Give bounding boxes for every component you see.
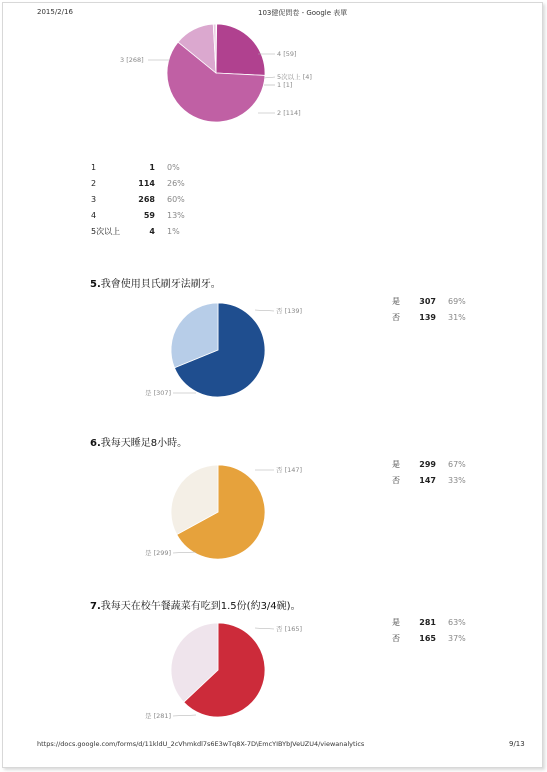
q7-number: 7. <box>90 601 101 612</box>
answer-percent: 0% <box>167 162 180 172</box>
q7-text: 我每天在校午餐蔬菜有吃到1.5份(約3/4碗)。 <box>100 601 301 612</box>
answer-count: 59 <box>143 210 155 220</box>
answer-percent: 13% <box>167 210 185 220</box>
print-title: 103健促問卷 - Google 表單 <box>258 9 348 17</box>
answer-count: 1 <box>149 162 155 172</box>
pie-slice-label: 否 [147] <box>276 466 303 474</box>
answer-count: 268 <box>138 194 155 204</box>
pie-leader-line <box>255 628 274 629</box>
answer-percent: 1% <box>167 226 180 236</box>
q6-text: 我每天睡足8小時。 <box>100 438 188 449</box>
pie-slice-label: 是 [281] <box>145 712 172 720</box>
answer-percent: 26% <box>167 178 185 188</box>
answer-count: 307 <box>419 296 436 306</box>
pie-slice-label: 否 [139] <box>276 307 303 315</box>
answer-count: 281 <box>419 617 436 627</box>
answer-count: 165 <box>419 633 436 643</box>
answer-label: 是 <box>392 459 400 469</box>
table-row <box>392 630 466 646</box>
answer-percent: 69% <box>448 296 466 306</box>
pie-slice-label: 否 [165] <box>276 625 303 633</box>
pie-slice-label: 1 [1] <box>277 81 293 89</box>
answer-label: 1 <box>91 162 97 172</box>
pie-slice-label: 4 [59] <box>277 50 297 58</box>
q6-number: 6. <box>90 438 101 449</box>
answer-count: 4 <box>149 226 155 236</box>
answer-label: 是 <box>392 617 400 627</box>
answer-percent: 33% <box>448 475 466 485</box>
pie-slice-label: 2 [114] <box>277 109 301 117</box>
answer-label: 4 <box>91 210 97 220</box>
pie-leader-line <box>173 715 196 716</box>
print-date: 2015/2/16 <box>37 8 73 16</box>
answer-label: 5次以上 <box>91 226 121 236</box>
answer-count: 139 <box>419 312 436 322</box>
pie-slice-label: 5次以上 [4] <box>277 73 312 81</box>
q5-number: 5. <box>90 279 101 290</box>
answer-percent: 31% <box>448 312 466 322</box>
answer-count: 114 <box>138 178 155 188</box>
table-row <box>392 614 466 630</box>
q7-results-table <box>392 614 466 646</box>
answer-count: 147 <box>419 475 436 485</box>
answer-count: 299 <box>419 459 436 469</box>
print-url: https://docs.google.com/forms/d/11kldU_2cVhmkdl7s6E3wTq8X-7D\EmcYIBYbJVeUZU4/viewanalytics <box>37 740 365 748</box>
pie-slice-label: 是 [307] <box>145 389 172 397</box>
q5-text: 我會使用貝氏刷牙法刷牙。 <box>100 279 221 290</box>
answer-label: 否 <box>392 633 400 643</box>
answer-label: 是 <box>392 296 400 306</box>
answer-percent: 67% <box>448 459 466 469</box>
answer-percent: 60% <box>167 194 185 204</box>
pie-slice-label: 是 [299] <box>145 549 172 557</box>
answer-label: 否 <box>392 475 400 485</box>
answer-percent: 37% <box>448 633 466 643</box>
answer-label: 否 <box>392 312 400 322</box>
answer-label: 3 <box>91 194 97 204</box>
answer-percent: 63% <box>448 617 466 627</box>
pie-slice-label: 3 [268] <box>120 56 144 64</box>
answer-label: 2 <box>91 178 97 188</box>
print-page-number: 9/13 <box>509 740 525 748</box>
